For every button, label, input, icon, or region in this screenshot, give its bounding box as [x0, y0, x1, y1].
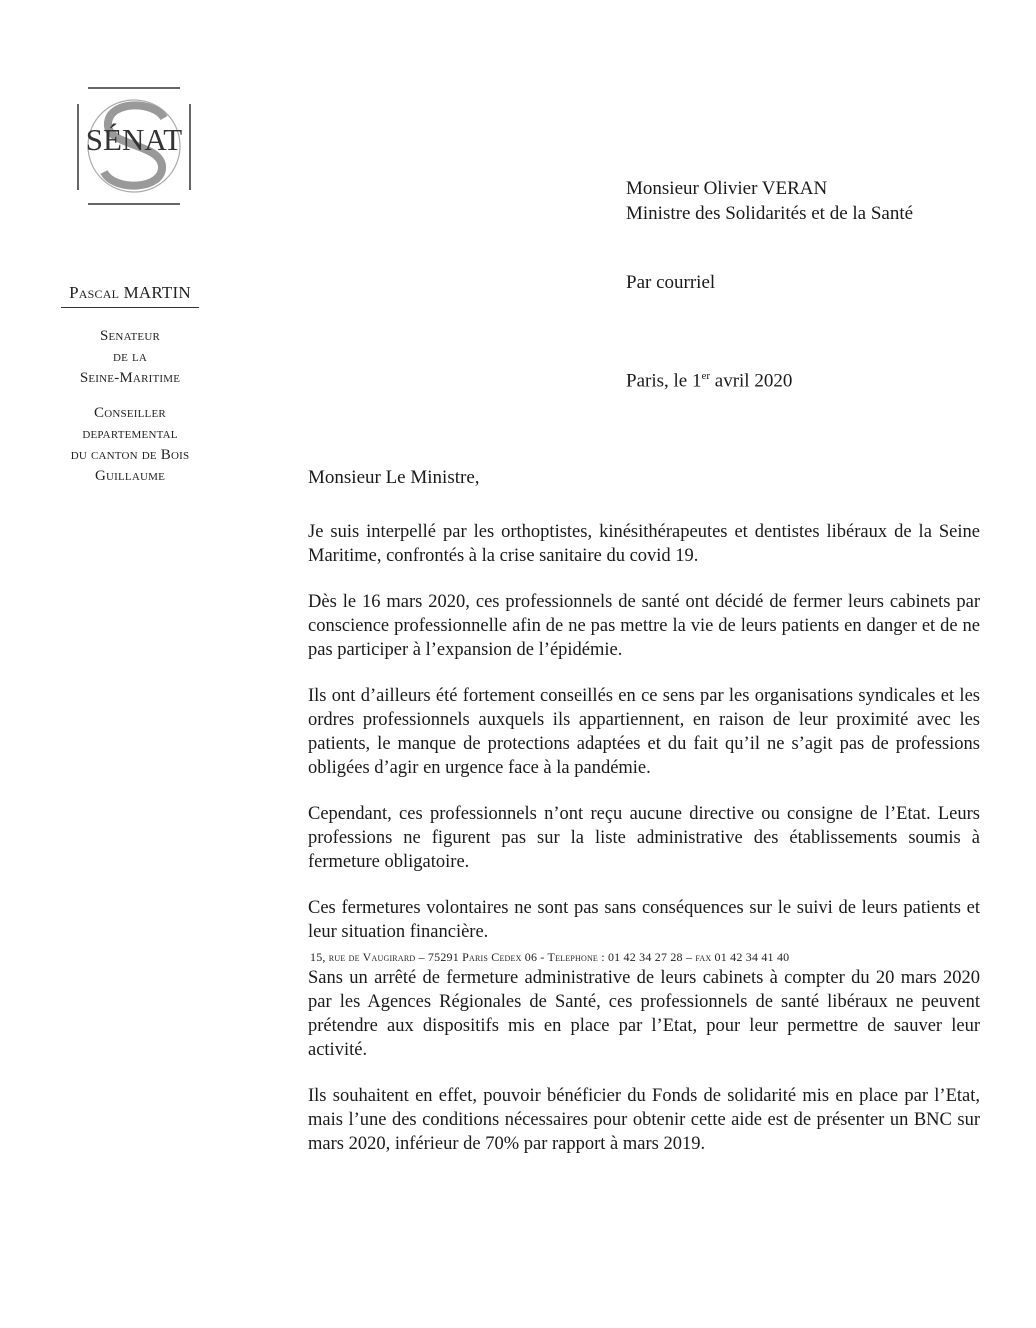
letter-body: [308, 520, 980, 1178]
date-ordinal: er: [701, 370, 711, 382]
body-paragraph: Je suis interpellé par les orthoptistes, kinésithérapeutes et dentistes libéraux de la Seine Maritime, confrontés à la crise sanitaire du covid 19.: [308, 522, 980, 566]
sender-title-line: Seine-Maritime: [79, 370, 181, 386]
date-suffix: avril 2020: [710, 370, 793, 392]
sender-role-line: Conseiller: [94, 405, 166, 421]
logo-wordmark: SÉNAT: [85, 122, 183, 157]
sender-block: [40, 282, 220, 501]
body-paragraph: Cependant, ces professionnels n’ont reçu aucune directive ou consigne de l’Etat. Leurs professions ne figurent pas sur la liste administrative des établissements soumis à fermeture obligatoire.: [308, 804, 980, 872]
body-paragraph: Ils ont d’ailleurs été fortement conseillés en ce sens par les organisations syndicales et les ordres professionnels auxquels ils appartiennent, en raison de leur proximité avec les patients, le manque de protections adaptées et du fait qu’il ne s’agit pas de professions obligées d’agir en urgence face à la pandémie.: [308, 686, 980, 778]
sender-role: [40, 403, 220, 487]
date-prefix: Paris, le 1: [626, 370, 702, 392]
recipient-name: Monsieur Olivier VERAN: [626, 178, 828, 199]
sender-name: Pascal MARTIN: [69, 283, 191, 302]
sender-title-line: de la: [112, 349, 148, 365]
sender-title-line: Senateur: [99, 328, 161, 344]
sender-divider: [61, 307, 199, 308]
body-paragraph: Sans un arrêté de fermeture administrative de leurs cabinets à compter du 20 mars 2020 par les Agences Régionales de Santé, ces professionnels de santé libéraux ne peuvent prétendre aux dispositifs mis en place par l’Etat, pour leur permettre de sauver leur activité.: [308, 968, 980, 1060]
letter-date: [626, 370, 792, 392]
body-paragraph: Ils souhaitent en effet, pouvoir bénéficier du Fonds de solidarité mis en place par l’Etat, mais l’une des conditions nécessaires pour obtenir cette aide est de présenter un BNC sur mars 2020, inférieur de 70% par rapport à mars 2019.: [308, 1086, 980, 1154]
body-paragraph: Dès le 16 mars 2020, ces professionnels de santé ont décidé de fermer leurs cabinets par conscience professionnelle afin de ne pas mettre la vie de leurs patients en danger et de ne pas participer à l’expansion de l’épidémie.: [308, 592, 980, 660]
senat-logo: [76, 86, 192, 206]
salutation: Monsieur Le Ministre,: [308, 467, 480, 488]
recipient-block: [626, 176, 913, 226]
sender-title: [40, 326, 220, 389]
footer-address: 15, rue de Vaugirard – 75291 Paris Cedex 06 - Telephone : 01 42 34 27 28 – fax 01 42 34 41 40: [310, 950, 790, 964]
delivery-mode: Par courriel: [626, 272, 716, 293]
body-paragraph: Ces fermetures volontaires ne sont pas sans conséquences sur le suivi de leurs patients et leur situation financière.: [308, 898, 980, 942]
sender-role-line: Guillaume: [94, 468, 166, 484]
recipient-title: Ministre des Solidarités et de la Santé: [626, 203, 914, 224]
sender-role-line: departemental: [82, 426, 178, 442]
sender-role-line: du canton de Bois: [70, 447, 190, 463]
